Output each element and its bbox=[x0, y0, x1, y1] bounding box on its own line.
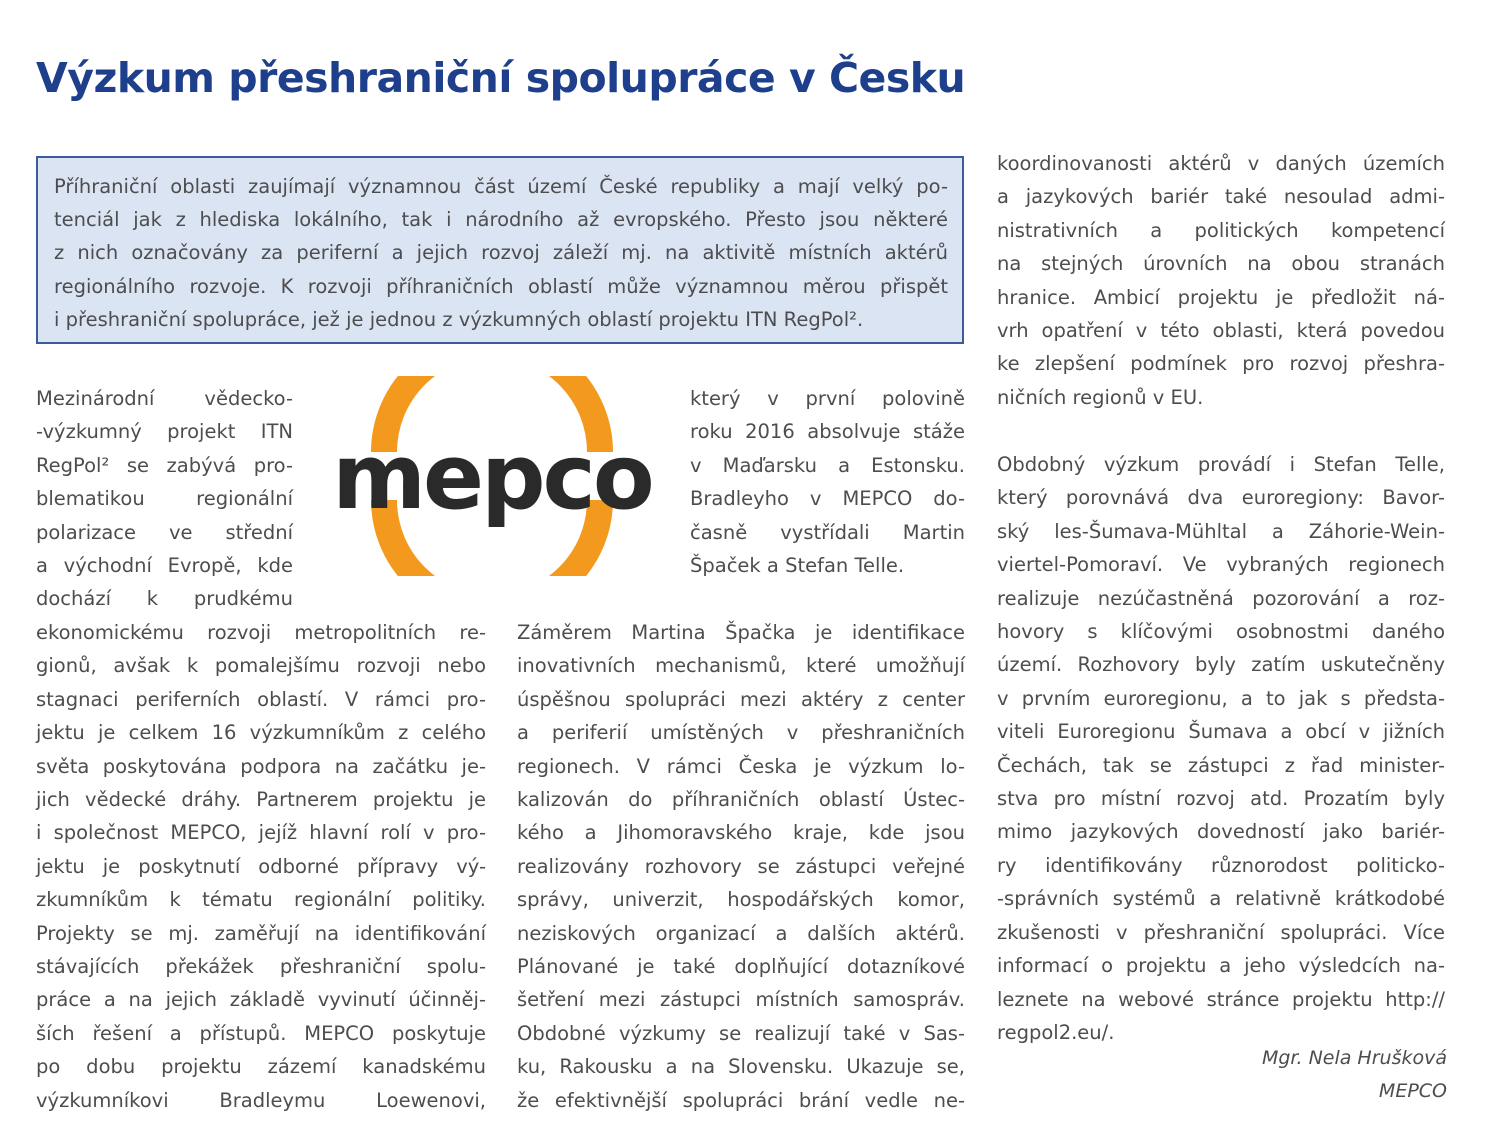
text-line: v prvním euroregionu, a to jak s předsta- bbox=[997, 686, 1445, 710]
text-line: jektu je poskytnutí odborné přípravy vý- bbox=[36, 854, 486, 878]
text-line: stva pro místní rozvoj atd. Prozatím byly bbox=[997, 787, 1445, 811]
text-line: práce a na jejich základě vyvinutí účinněj- bbox=[36, 988, 486, 1012]
text-line: kého a Jihomoravského kraje, kde jsou bbox=[517, 821, 965, 845]
text-line: Čechách, tak se zástupci z řad minister- bbox=[997, 753, 1445, 777]
text-line: na stejných úrovních na obou stranách bbox=[997, 252, 1445, 276]
text-line: regionálního rozvoje. K rozvoji příhraničních oblastí může významnou měrou přispět bbox=[54, 274, 948, 298]
text-line: i přeshraniční spolupráce, jež je jednou z výzkumných oblastí projektu ITN RegPol². bbox=[54, 307, 864, 331]
text-line: úspěšnou spolupráci mezi aktéry z center bbox=[517, 687, 965, 711]
abstract-box bbox=[36, 156, 964, 344]
text-line: výzkumníkovi Bradleymu Loewenovi, bbox=[36, 1088, 486, 1112]
text-line: tenciál jak z hlediska lokálního, tak i národního až evropského. Přesto jsou některé bbox=[54, 208, 948, 232]
text-line: RegPol² se zabývá pro- bbox=[36, 453, 293, 477]
text-line: Příhraniční oblasti zaujímají významnou část území České republiky a mají velký po- bbox=[54, 175, 948, 198]
text-line: koordinovanosti aktérů v daných územích bbox=[997, 152, 1445, 175]
column-1-top bbox=[36, 382, 293, 616]
column-3-part-2 bbox=[997, 448, 1445, 1049]
author-organization: MEPCO bbox=[1378, 1080, 1447, 1102]
column-3-part-1 bbox=[997, 147, 1445, 414]
text-line: regpol2.eu/. bbox=[997, 1020, 1115, 1044]
text-line: ry identifikovány různorodost politicko- bbox=[997, 853, 1445, 877]
text-line: z nich označovány za periferní a jejich rozvoj záleží mj. na aktivitě místních aktérů bbox=[54, 241, 948, 265]
article-title: Výzkum přeshraniční spolupráce v Česku bbox=[36, 54, 966, 102]
text-line: který v první polovině bbox=[690, 387, 965, 410]
text-line: jich vědecké dráhy. Partnerem projektu je bbox=[36, 788, 486, 812]
text-line: a periferií umístěných v přeshraničních bbox=[517, 721, 965, 745]
text-line: -správních systémů a relativně krátkodobé bbox=[997, 887, 1445, 911]
text-line: a jazykových bariér také nesoulad admi- bbox=[997, 185, 1445, 209]
text-line: Obdobný výzkum provádí i Stefan Telle, bbox=[997, 453, 1445, 476]
text-line: v Maďarsku a Estonsku. bbox=[690, 453, 965, 477]
text-line: ničních regionů v EU. bbox=[997, 385, 1204, 409]
text-line: který porovnává dva euroregiony: Bavor- bbox=[997, 486, 1445, 510]
author-name: Mgr. Nela Hrušková bbox=[1261, 1047, 1447, 1069]
text-line: gionů, avšak k pomalejšímu rozvoji nebo bbox=[36, 654, 486, 678]
text-line: Bradleyho v MEPCO do- bbox=[690, 487, 965, 511]
text-line: inovativních mechanismů, které umožňují bbox=[517, 654, 965, 678]
text-line: regionech. V rámci Česka je výzkum lo- bbox=[517, 754, 965, 778]
mepco-logo-graphic bbox=[312, 376, 672, 576]
text-line: stagnaci periferních oblastí. V rámci pro- bbox=[36, 687, 486, 711]
column-2 bbox=[517, 616, 965, 1117]
text-line: ke zlepšení podmínek pro rozvoj přeshra- bbox=[997, 352, 1445, 376]
text-line: po dobu projektu zázemí kanadskému bbox=[36, 1055, 486, 1079]
text-line: Projekty se mj. zaměřují na identifikování bbox=[36, 921, 486, 945]
text-line: i společnost MEPCO, jejíž hlavní rolí v pro- bbox=[36, 821, 486, 845]
text-line: ších řešení a přístupů. MEPCO poskytuje bbox=[36, 1021, 486, 1045]
text-line: neziskových organizací a dalších aktérů. bbox=[517, 921, 965, 945]
text-line: šetření mezi zástupci místních samospráv. bbox=[517, 988, 965, 1012]
text-line: Záměrem Martina Špačka je identifikace bbox=[517, 621, 965, 644]
text-line: hranice. Ambicí projektu je předložit ná- bbox=[997, 285, 1445, 309]
text-line: zkumníkům k tématu regionální politiky. bbox=[36, 888, 486, 912]
text-line: roku 2016 absolvuje stáže bbox=[690, 420, 965, 444]
text-line: ekonomickému rozvoji metropolitních re- bbox=[36, 621, 486, 644]
text-line: stávajících překážek přeshraniční spolu- bbox=[36, 955, 486, 979]
text-line: kalizován do příhraničních oblastí Ústec- bbox=[517, 788, 965, 812]
column-2-top bbox=[690, 382, 965, 582]
mepco-logo bbox=[312, 376, 672, 576]
text-line: polarizace ve střední bbox=[36, 520, 293, 544]
text-line: Obdobné výzkumy se realizují také v Sas- bbox=[517, 1021, 965, 1045]
text-line: realizuje nezúčastněná pozorování a roz- bbox=[997, 586, 1445, 610]
logo-wordmark: mepco bbox=[332, 425, 652, 530]
text-line: správy, univerzit, hospodářských komor, bbox=[517, 888, 965, 912]
text-line: Špaček a Stefan Telle. bbox=[690, 554, 905, 578]
text-line: jektu je celkem 16 výzkumníkům z celého bbox=[36, 721, 486, 745]
text-line: Plánované je také doplňující dotazníkové bbox=[517, 955, 965, 979]
text-line: -výzkumný projekt ITN bbox=[36, 420, 293, 444]
text-line: nistrativních a politických kompetencí bbox=[997, 218, 1445, 242]
text-line: a východní Evropě, kde bbox=[36, 554, 293, 578]
text-line: leznete na webové stránce projektu http:// bbox=[997, 987, 1445, 1011]
text-line: světa poskytována podpora na začátku je- bbox=[36, 754, 486, 778]
text-line: ku, Rakousku a na Slovensku. Ukazuje se, bbox=[517, 1055, 965, 1079]
text-line: hovory s klíčovými osobnostmi daného bbox=[997, 620, 1445, 644]
text-line: časně vystřídali Martin bbox=[690, 520, 965, 544]
column-1 bbox=[36, 616, 486, 1117]
text-line: mimo jazykových dovedností jako bariér- bbox=[997, 820, 1445, 844]
text-line: viteli Euroregionu Šumava a obcí v jižních bbox=[997, 720, 1445, 744]
text-line: Mezinárodní vědecko- bbox=[36, 387, 293, 410]
abstract-text bbox=[54, 170, 948, 336]
text-line: blematikou regionální bbox=[36, 487, 293, 511]
text-line: viertel-Pomoraví. Ve vybraných regionech bbox=[997, 553, 1445, 577]
text-line: realizovány rozhovory se zástupci veřejné bbox=[517, 854, 965, 878]
text-line: zkušenosti v přeshraniční spolupráci. Více bbox=[997, 920, 1445, 944]
text-line: ský les-Šumava-Mühltal a Záhorie-Wein- bbox=[997, 519, 1445, 543]
text-line: že efektivnější spolupráci brání vedle ne- bbox=[517, 1088, 965, 1112]
text-line: území. Rozhovory byly zatím uskutečněny bbox=[997, 653, 1445, 677]
text-line: dochází k prudkému bbox=[36, 587, 293, 611]
text-line: vrh opatření v této oblasti, která povedou bbox=[997, 319, 1445, 343]
text-line: informací o projektu a jeho výsledcích na- bbox=[997, 954, 1445, 978]
